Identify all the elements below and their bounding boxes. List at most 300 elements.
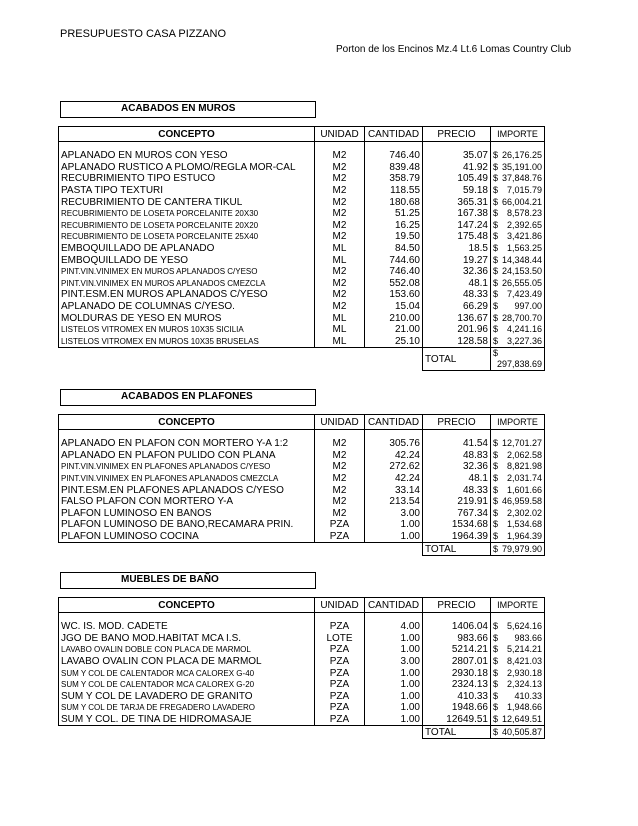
cantidad-cell: 1.00	[365, 667, 423, 679]
importe-cell	[491, 508, 545, 520]
precio-cell: 1406.04	[423, 621, 491, 633]
cantidad-cell: 1.00	[365, 679, 423, 691]
total-row	[59, 726, 545, 739]
importe-cell	[491, 289, 545, 301]
amount: 12,701.27	[501, 438, 542, 449]
table-row	[59, 679, 545, 691]
amount: 37,848.76	[501, 173, 542, 184]
amount: 66,004.21	[501, 196, 542, 207]
header-concepto: CONCEPTO	[59, 415, 315, 430]
unidad-cell: M2	[315, 173, 365, 185]
blank-cell	[59, 726, 315, 739]
unidad-cell: M2	[315, 461, 365, 473]
precio-cell: 66.29	[423, 301, 491, 313]
total-label: TOTAL	[423, 348, 491, 371]
cantidad-cell: 1.00	[365, 714, 423, 726]
table-row	[59, 173, 545, 185]
currency-symbol: $	[493, 219, 499, 230]
amount: 46,959.58	[501, 496, 542, 507]
precio-cell: 2930.18	[423, 667, 491, 679]
amount: 26,555.05	[501, 277, 542, 288]
table-row	[59, 162, 545, 174]
spacer-row	[59, 142, 545, 151]
importe-cell	[491, 185, 545, 197]
precio-cell: 5214.21	[423, 644, 491, 656]
total-value	[491, 348, 545, 371]
total-value	[491, 726, 545, 739]
section-title-muebles-bano	[60, 572, 316, 589]
section-title-text: MUEBLES DE BAÑO	[121, 574, 219, 585]
table-row	[59, 301, 545, 313]
importe-cell	[491, 254, 545, 266]
unidad-cell: ML	[315, 336, 365, 348]
precio-cell: 48.33	[423, 289, 491, 301]
cantidad-cell: 180.68	[365, 196, 423, 208]
precio-cell: 2324.13	[423, 679, 491, 691]
amount: 297,838.69	[496, 359, 542, 370]
spacer-cell	[59, 613, 315, 622]
currency-symbol: $	[493, 690, 499, 701]
concepto-cell: APLANADO RUSTICO A PLOMO/REGLA MOR-CAL	[59, 162, 315, 174]
precio-cell: 175.48	[423, 231, 491, 243]
precio-cell: 105.49	[423, 173, 491, 185]
precio-cell: 32.36	[423, 266, 491, 278]
unidad-cell: PZA	[315, 679, 365, 691]
currency-symbol: $	[493, 173, 499, 184]
document-title: PRESUPUESTO CASA PIZZANO	[60, 28, 227, 40]
spacer-cell	[365, 430, 423, 439]
importe-cell	[491, 162, 545, 174]
cantidad-cell: 744.60	[365, 254, 423, 266]
cantidad-cell: 3.00	[365, 656, 423, 668]
currency-symbol: $	[493, 243, 499, 254]
cantidad-cell: 4.00	[365, 621, 423, 633]
spacer-cell	[423, 142, 491, 151]
precio-cell: 410.33	[423, 691, 491, 703]
table-row	[59, 254, 545, 266]
cantidad-cell: 15.04	[365, 301, 423, 313]
concepto-cell: JGO DE BAÑO MOD.HABITAT MCA I.S.	[59, 633, 315, 645]
spacer-cell	[315, 430, 365, 439]
precio-cell: 219.91	[423, 496, 491, 508]
header-precio: PRECIO	[423, 415, 491, 430]
table-row	[59, 150, 545, 162]
importe-cell	[491, 691, 545, 703]
currency-symbol: $	[493, 632, 499, 643]
unidad-cell: M2	[315, 508, 365, 520]
currency-symbol: $	[493, 231, 499, 242]
cantidad-cell: 839.48	[365, 162, 423, 174]
unidad-cell: ML	[315, 312, 365, 324]
table-row	[59, 461, 545, 473]
table-row	[59, 336, 545, 348]
currency-symbol: $	[493, 266, 499, 277]
amount: 3,421.86	[506, 231, 542, 242]
spacer-cell	[491, 142, 545, 151]
unidad-cell: M2	[315, 266, 365, 278]
importe-cell	[491, 301, 545, 313]
table-muebles-bano	[58, 597, 545, 739]
cantidad-cell: 16.25	[365, 220, 423, 232]
total-row	[59, 348, 545, 371]
amount: 26,176.25	[501, 150, 542, 161]
total-label: TOTAL	[423, 726, 491, 739]
unidad-cell: M2	[315, 220, 365, 232]
precio-cell: 128.58	[423, 336, 491, 348]
concepto-cell: SUM Y COL DE CALENTADOR MCA CALOREX G-20	[59, 679, 315, 691]
precio-cell: 136.67	[423, 312, 491, 324]
amount: 24,153.50	[501, 266, 542, 277]
amount: 5,214.21	[506, 644, 542, 655]
precio-cell: 983.66	[423, 633, 491, 645]
table-acabados-muros	[58, 126, 545, 371]
concepto-cell: RECUBRIMIENTO DE LOSETA PORCELANITE 20X20	[59, 220, 315, 232]
importe-cell	[491, 231, 545, 243]
precio-cell: 35.07	[423, 150, 491, 162]
amount: 35,191.00	[501, 161, 542, 172]
cantidad-cell: 213.54	[365, 496, 423, 508]
blank-cell	[315, 543, 365, 556]
table-row	[59, 644, 545, 656]
concepto-cell: SUM Y COL DE TARJA DE FREGADERO LAVADERO	[59, 702, 315, 714]
precio-cell: 767.34	[423, 508, 491, 520]
header-precio: PRECIO	[423, 127, 491, 142]
currency-symbol: $	[493, 726, 499, 737]
currency-symbol: $	[493, 161, 499, 172]
importe-cell	[491, 679, 545, 691]
currency-symbol: $	[493, 702, 499, 713]
cantidad-cell: 1.00	[365, 633, 423, 645]
importe-cell	[491, 336, 545, 348]
concepto-cell: PINT.ESM.EN PLAFONES APLANADOS C/YESO	[59, 484, 315, 496]
table-row	[59, 450, 545, 462]
currency-symbol: $	[493, 348, 499, 359]
header-concepto: CONCEPTO	[59, 598, 315, 613]
importe-cell	[491, 173, 545, 185]
unidad-cell: M2	[315, 496, 365, 508]
unidad-cell: PZA	[315, 702, 365, 714]
table-row	[59, 278, 545, 290]
concepto-cell: LISTELOS VITROMEX EN MUROS 10X35 BRUSELAS	[59, 336, 315, 348]
currency-symbol: $	[493, 679, 499, 690]
amount: 2,324.13	[506, 679, 542, 690]
header-unidad: UNIDAD	[315, 127, 365, 142]
concepto-cell: RECUBRIMIENTO DE CANTERA TIKUL	[59, 196, 315, 208]
importe-cell	[491, 531, 545, 543]
unidad-cell: M2	[315, 185, 365, 197]
amount: 7,015.79	[506, 185, 542, 196]
amount: 2,062.58	[506, 449, 542, 460]
header-precio: PRECIO	[423, 598, 491, 613]
importe-cell	[491, 656, 545, 668]
blank-cell	[365, 726, 423, 739]
importe-cell	[491, 714, 545, 726]
spacer-cell	[491, 430, 545, 439]
currency-symbol: $	[493, 312, 499, 323]
cantidad-cell: 21.00	[365, 324, 423, 336]
importe-cell	[491, 220, 545, 232]
total-row	[59, 543, 545, 556]
cantidad-cell: 746.40	[365, 266, 423, 278]
cantidad-cell: 210.00	[365, 312, 423, 324]
unidad-cell: PZA	[315, 621, 365, 633]
table-row	[59, 508, 545, 520]
concepto-cell: PLAFON LUMINOSO DE BAÑO,RECAMARA PRIN.	[59, 519, 315, 531]
amount: 983.66	[514, 632, 542, 643]
table-row	[59, 185, 545, 197]
concepto-cell: FALSO PLAFON CON MORTERO Y-A	[59, 496, 315, 508]
amount: 5,624.16	[506, 621, 542, 632]
amount: 2,930.18	[506, 667, 542, 678]
importe-cell	[491, 243, 545, 255]
table-row	[59, 531, 545, 543]
table-row	[59, 438, 545, 450]
currency-symbol: $	[493, 656, 499, 667]
importe-cell	[491, 473, 545, 485]
table-header-row	[59, 415, 545, 430]
concepto-cell: APLANADO EN PLAFON PULIDO CON PLANA	[59, 450, 315, 462]
precio-cell: 48.33	[423, 484, 491, 496]
cantidad-cell: 1.00	[365, 519, 423, 531]
precio-cell: 365.31	[423, 196, 491, 208]
importe-cell	[491, 208, 545, 220]
concepto-cell: PLAFON LUMINOSO EN BAÑOS	[59, 508, 315, 520]
amount: 40,505.87	[501, 726, 542, 737]
unidad-cell: M2	[315, 484, 365, 496]
amount: 8,821.98	[506, 461, 542, 472]
blank-cell	[365, 348, 423, 371]
spacer-cell	[423, 430, 491, 439]
precio-cell: 41.92	[423, 162, 491, 174]
spacer-cell	[315, 613, 365, 622]
unidad-cell: ML	[315, 243, 365, 255]
blank-cell	[59, 543, 315, 556]
section-title-acabados-muros	[60, 101, 316, 118]
header-cantidad: CANTIDAD	[365, 127, 423, 142]
unidad-cell: M2	[315, 438, 365, 450]
table-row	[59, 324, 545, 336]
section-title-text: ACABADOS EN PLAFONES	[121, 391, 253, 402]
importe-cell	[491, 633, 545, 645]
precio-cell: 48.1	[423, 473, 491, 485]
unidad-cell: M2	[315, 278, 365, 290]
currency-symbol: $	[493, 449, 499, 460]
cantidad-cell: 19.50	[365, 231, 423, 243]
amount: 1,563.25	[506, 243, 542, 254]
blank-cell	[315, 726, 365, 739]
table-row	[59, 266, 545, 278]
importe-cell	[491, 150, 545, 162]
concepto-cell: APLANADO EN MUROS CON YESO	[59, 150, 315, 162]
precio-cell: 59.18	[423, 185, 491, 197]
blank-cell	[365, 543, 423, 556]
precio-cell: 2807.01	[423, 656, 491, 668]
amount: 3,227.36	[506, 335, 542, 346]
section-title-acabados-plafones	[60, 389, 316, 406]
table-row	[59, 702, 545, 714]
currency-symbol: $	[493, 531, 499, 542]
importe-cell	[491, 450, 545, 462]
currency-symbol: $	[493, 519, 499, 530]
concepto-cell: LAVABO OVALIN CON PLACA DE MARMOL	[59, 656, 315, 668]
concepto-cell: PINT.VIN.VINIMEX EN MUROS APLANADOS CMEZCLA	[59, 278, 315, 290]
total-label: TOTAL	[423, 543, 491, 556]
table-row	[59, 220, 545, 232]
amount: 28,700.70	[501, 312, 542, 323]
section-title-text: ACABADOS EN MUROS	[121, 103, 236, 114]
spacer-cell	[491, 613, 545, 622]
precio-cell: 167.38	[423, 208, 491, 220]
header-cantidad: CANTIDAD	[365, 598, 423, 613]
currency-symbol: $	[493, 185, 499, 196]
importe-cell	[491, 484, 545, 496]
cantidad-cell: 42.24	[365, 473, 423, 485]
concepto-cell: SUM Y COL. DE TINA DE HIDROMASAJE	[59, 714, 315, 726]
unidad-cell: PZA	[315, 691, 365, 703]
amount: 12,649.51	[501, 714, 542, 725]
table-row	[59, 691, 545, 703]
table-acabados-plafones	[58, 414, 545, 556]
amount: 2,302.02	[506, 507, 542, 518]
unidad-cell: M2	[315, 301, 365, 313]
currency-symbol: $	[493, 621, 499, 632]
currency-symbol: $	[493, 644, 499, 655]
concepto-cell: LAVABO OVALIN DOBLE CON PLACA DE MARMOL	[59, 644, 315, 656]
table-header-row	[59, 127, 545, 142]
precio-cell: 19.27	[423, 254, 491, 266]
table-row	[59, 312, 545, 324]
cantidad-cell: 358.79	[365, 173, 423, 185]
table-row	[59, 667, 545, 679]
table-row	[59, 519, 545, 531]
precio-cell: 12649.51	[423, 714, 491, 726]
unidad-cell: PZA	[315, 714, 365, 726]
importe-cell	[491, 461, 545, 473]
unidad-cell: M2	[315, 289, 365, 301]
currency-symbol: $	[493, 473, 499, 484]
table-row	[59, 473, 545, 485]
header-concepto: CONCEPTO	[59, 127, 315, 142]
spacer-cell	[59, 430, 315, 439]
cantidad-cell: 3.00	[365, 508, 423, 520]
header-unidad: UNIDAD	[315, 415, 365, 430]
currency-symbol: $	[493, 324, 499, 335]
table-row	[59, 243, 545, 255]
cantidad-cell: 1.00	[365, 691, 423, 703]
amount: 8,578.23	[506, 208, 542, 219]
header-importe: IMPORTE	[491, 598, 545, 613]
precio-cell: 201.96	[423, 324, 491, 336]
amount: 2,392.65	[506, 219, 542, 230]
spacer-cell	[365, 142, 423, 151]
table-row	[59, 633, 545, 645]
importe-cell	[491, 312, 545, 324]
importe-cell	[491, 438, 545, 450]
concepto-cell: PLAFON LUMINOSO COCINA	[59, 531, 315, 543]
cantidad-cell: 1.00	[365, 531, 423, 543]
unidad-cell: PZA	[315, 644, 365, 656]
spacer-cell	[365, 613, 423, 622]
amount: 2,031.74	[506, 473, 542, 484]
table-row	[59, 496, 545, 508]
currency-symbol: $	[493, 208, 499, 219]
concepto-cell: APLANADO EN PLAFON CON MORTERO Y-A 1:2	[59, 438, 315, 450]
unidad-cell: M2	[315, 150, 365, 162]
concepto-cell: APLANADO DE COLUMNAS C/YESO.	[59, 301, 315, 313]
amount: 4,241.16	[506, 324, 542, 335]
unidad-cell: ML	[315, 324, 365, 336]
currency-symbol: $	[493, 196, 499, 207]
total-value	[491, 543, 545, 556]
importe-cell	[491, 196, 545, 208]
precio-cell: 32.36	[423, 461, 491, 473]
table-row	[59, 656, 545, 668]
unidad-cell: M2	[315, 196, 365, 208]
cantidad-cell: 33.14	[365, 484, 423, 496]
precio-cell: 41.54	[423, 438, 491, 450]
table-row	[59, 196, 545, 208]
precio-cell: 1534.68	[423, 519, 491, 531]
unidad-cell: PZA	[315, 667, 365, 679]
importe-cell	[491, 266, 545, 278]
cantidad-cell: 42.24	[365, 450, 423, 462]
concepto-cell: PASTA TIPO TEXTURI	[59, 185, 315, 197]
currency-symbol: $	[493, 543, 499, 554]
unidad-cell: M2	[315, 450, 365, 462]
cantidad-cell: 1.00	[365, 702, 423, 714]
importe-cell	[491, 519, 545, 531]
spacer-row	[59, 613, 545, 622]
amount: 410.33	[514, 690, 542, 701]
table-row	[59, 484, 545, 496]
amount: 7,423.49	[506, 289, 542, 300]
unidad-cell: LOTE	[315, 633, 365, 645]
header-importe: IMPORTE	[491, 415, 545, 430]
precio-cell: 18.5	[423, 243, 491, 255]
currency-symbol: $	[493, 496, 499, 507]
concepto-cell: PINT.VIN.VINIMEX EN PLAFONES APLANADOS CMEZCLA	[59, 473, 315, 485]
currency-symbol: $	[493, 150, 499, 161]
unidad-cell: M2	[315, 162, 365, 174]
currency-symbol: $	[493, 277, 499, 288]
amount: 997.00	[514, 301, 542, 312]
cantidad-cell: 552.08	[365, 278, 423, 290]
importe-cell	[491, 496, 545, 508]
concepto-cell: EMBOQUILLADO DE YESO	[59, 254, 315, 266]
currency-symbol: $	[493, 289, 499, 300]
unidad-cell: M2	[315, 208, 365, 220]
blank-cell	[315, 348, 365, 371]
cantidad-cell: 1.00	[365, 644, 423, 656]
concepto-cell: RECUBRIMIENTO DE LOSETA PORCELANITE 25X40	[59, 231, 315, 243]
unidad-cell: M2	[315, 473, 365, 485]
concepto-cell: PINT.VIN.VINIMEX EN PLAFONES APLANADOS C/YESO	[59, 461, 315, 473]
header-cantidad: CANTIDAD	[365, 415, 423, 430]
precio-cell: 48.1	[423, 278, 491, 290]
concepto-cell: SUM Y COL DE CALENTADOR MCA CALOREX G-40	[59, 667, 315, 679]
amount: 79,979.90	[501, 543, 542, 554]
amount: 14,348.44	[501, 254, 542, 265]
concepto-cell: PINT.ESM.EN MUROS APLANADOS C/YESO	[59, 289, 315, 301]
amount: 1,948.66	[506, 702, 542, 713]
precio-cell: 1948.66	[423, 702, 491, 714]
unidad-cell: PZA	[315, 519, 365, 531]
concepto-cell: MOLDURAS DE YESO EN MUROS	[59, 312, 315, 324]
currency-symbol: $	[493, 254, 499, 265]
cantidad-cell: 25.10	[365, 336, 423, 348]
currency-symbol: $	[493, 461, 499, 472]
concepto-cell: LISTELOS VITROMEX EN MUROS 10X35 SICILIA	[59, 324, 315, 336]
